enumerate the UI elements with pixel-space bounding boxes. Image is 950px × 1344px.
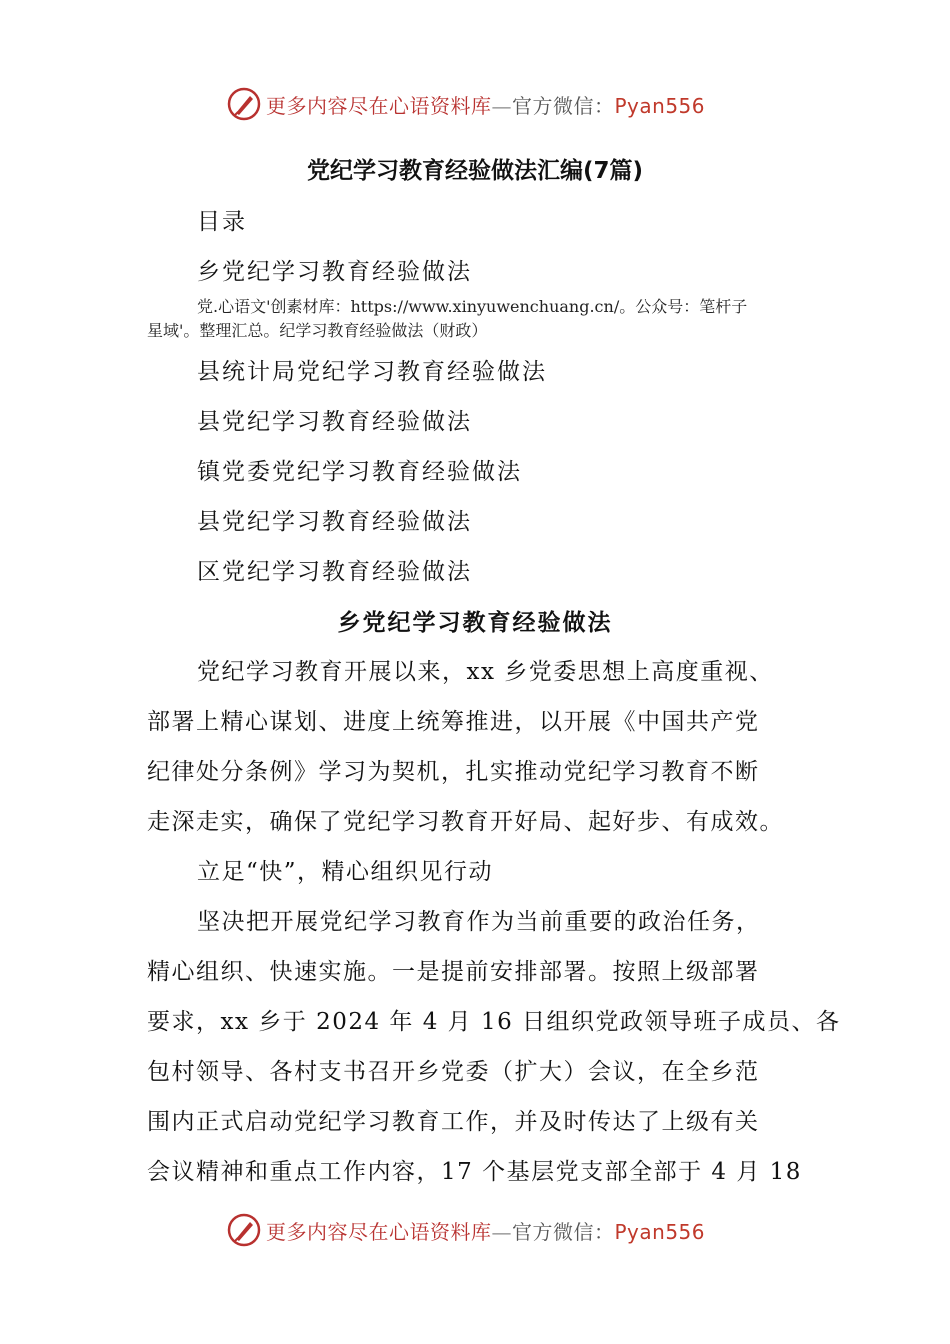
banner-wechat-label: 官方微信： <box>512 1220 615 1244</box>
banner-separator: — <box>491 1220 512 1244</box>
toc-item[interactable]: 县党纪学习教育经验做法 <box>197 409 472 435</box>
pen-nib-logo-icon <box>226 86 262 122</box>
paragraph-line: 会议精神和重点工作内容，17 个基层党支部全部于 4 月 18 <box>147 1159 802 1185</box>
footer-banner <box>0 1210 950 1250</box>
paragraph-line: 走深走实，确保了党纪学习教育开好局、起好步、有成效。 <box>147 809 784 835</box>
banner-wechat-id: Pyan556 <box>614 94 706 118</box>
toc-item[interactable]: 镇党委党纪学习教育经验做法 <box>197 459 522 485</box>
banner-text <box>266 90 705 119</box>
pen-nib-logo-icon <box>226 1212 262 1248</box>
subheading: 立足“快”，精心组织见行动 <box>197 859 494 885</box>
document-title: 党纪学习教育经验做法汇编(7篇) <box>306 158 644 184</box>
paragraph-line: 部署上精心谋划、进度上统筹推进，以开展《中国共产党 <box>147 709 760 735</box>
banner-prefix: 更多内容尽在心语资料库 <box>266 94 492 118</box>
banner-text <box>266 1216 705 1245</box>
paragraph-line: 包村领导、各村支书召开乡党委（扩大）会议，在全乡范 <box>147 1059 760 1085</box>
toc-item[interactable]: 区党纪学习教育经验做法 <box>197 559 472 585</box>
header-banner <box>0 84 950 124</box>
toc-item[interactable]: 县统计局党纪学习教育经验做法 <box>197 359 547 385</box>
banner-separator: — <box>491 94 512 118</box>
paragraph-line: 纪律处分条例》学习为契机，扎实推动党纪学习教育不断 <box>147 759 760 785</box>
toc-heading: 目录 <box>197 209 247 235</box>
toc-item[interactable]: 乡党纪学习教育经验做法 <box>197 259 472 285</box>
paragraph-line: 党纪学习教育开展以来，xx 乡党委思想上高度重视、 <box>197 659 774 685</box>
banner-wechat-id: Pyan556 <box>614 1220 706 1244</box>
source-note-line1: 党.心语文'创素材库：https://www.xinyuwenchuang.cn/。公众号：笔杆子 <box>197 297 748 316</box>
toc-item[interactable]: 县党纪学习教育经验做法 <box>197 509 472 535</box>
paragraph-line: 要求，xx 乡于 2024 年 4 月 16 日组织党政领导班子成员、各 <box>147 1009 841 1035</box>
paragraph-line: 围内正式启动党纪学习教育工作，并及时传达了上级有关 <box>147 1109 760 1135</box>
source-note-line2: 星域'。整理汇总。纪学习教育经验做法（财政） <box>147 321 488 340</box>
section-title: 乡党纪学习教育经验做法 <box>337 609 613 636</box>
banner-prefix: 更多内容尽在心语资料库 <box>266 1220 492 1244</box>
paragraph-line: 精心组织、快速实施。一是提前安排部署。按照上级部署 <box>147 959 760 985</box>
paragraph-line: 坚决把开展党纪学习教育作为当前重要的政治任务， <box>197 909 761 935</box>
banner-wechat-label: 官方微信： <box>512 94 615 118</box>
